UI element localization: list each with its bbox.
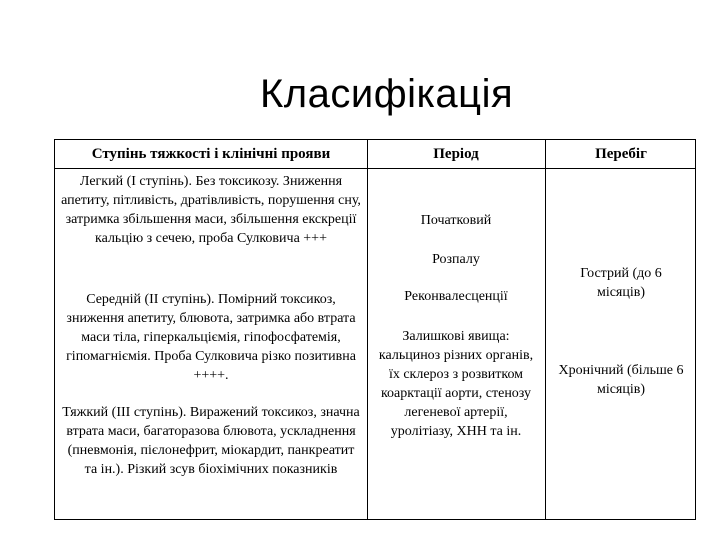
header-divider [55, 168, 695, 169]
period-initial: Початковий [420, 213, 492, 228]
period-convalescence: Реконвалесценції [404, 289, 508, 304]
period-peak: Розпалу [432, 252, 480, 267]
course-chronic: Хронічний (більше 6 місяців) [558, 363, 684, 397]
header-period: Період [433, 146, 479, 162]
header-course: Перебіг [595, 146, 647, 162]
course-acute: Гострий (до 6 місяців) [580, 266, 662, 300]
severity-moderate: Середній (ІІ ступінь). Помірний токсикоз, зниження апетиту, блювота, затримка або втрата маси тіла, гіперкальціємія, гіпофосфатемія, гіпомагніємія. Проба Сулковича різко позитивна ++++. [66, 292, 356, 383]
column-divider [545, 140, 546, 519]
period-residual: Залишкові явища: кальциноз різних органів, їх склероз з розвитком коарктації аорти, стенозу легеневої артерії, уролітіазу, ХНН та ін. [378, 329, 534, 439]
page-title: Класифікація [260, 72, 514, 116]
severity-severe: Тяжкий (ІІІ ступінь). Виражений токсикоз, значна втрата маси, багаторазова блювота, ускладнення (пневмонія, пієлонефрит, міокардит, панкреатит та ін.). Різкий зсув біохімічних показників [62, 405, 360, 477]
column-divider [367, 140, 368, 519]
classification-table [54, 139, 696, 520]
severity-mild: Легкий (І ступінь). Без токсикозу. Зниження апетиту, пітливість, дратівливість, порушення сну, затримка збільшення маси, збільшення екскреції кальцію з сечею, проба Сулковича +++ [61, 174, 361, 246]
header-severity: Ступінь тяжкості і клінічні прояви [91, 146, 331, 162]
